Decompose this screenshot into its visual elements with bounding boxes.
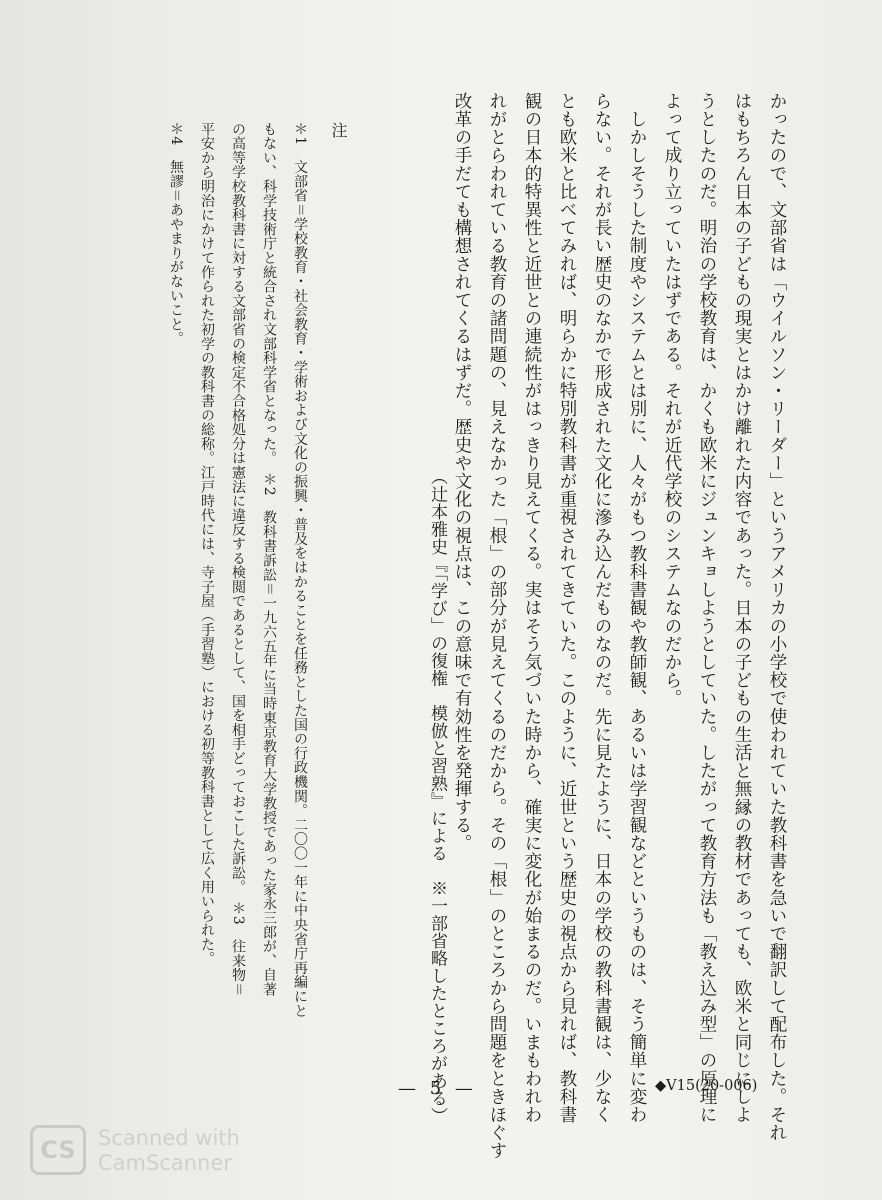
main-text-line: うとしたのだ。明治の学校教育は、かくも欧米にジュンキョしようとしていた。したがって教育方法も「教え込み型」の原理に bbox=[697, 92, 717, 1124]
watermark-line: Scanned with bbox=[98, 1126, 240, 1150]
main-text-line: よって成り立っていたはずである。それが近代学校のシステムなのだから。 bbox=[662, 92, 682, 708]
main-text-line: とも欧米と比べてみれば、明らかに特別教科書が重視されてきていた。このように、近世という歴史の視点から見れば、教科書 bbox=[557, 92, 577, 1124]
footnote-line: ＊4 無謬＝あやまりがないこと。 bbox=[168, 122, 184, 346]
camscanner-logo: CS bbox=[30, 1125, 86, 1175]
main-text-line: れがとらわれている教育の諸問題の、見えなかった「根」の部分が見えてくるのだから。その「根」のところから問題をときほぐす bbox=[487, 92, 507, 1160]
main-text-line: はもちろん日本の子どもの現実とはかけ離れた内容であった。日本の子どもの生活と無縁の教材であっても、欧米と同じにしよ bbox=[732, 92, 752, 1124]
footnote-line: の高等学校教科書に対する文部省の検定不合格処分は憲法に違反する検閲であるとして、国を相手どっておこした訴訟。 ＊3 往来物＝ bbox=[230, 122, 246, 997]
footnotes bbox=[160, 122, 354, 1018]
main-text bbox=[444, 92, 794, 1160]
main-text-line: らない。それが長い歴史のなかで形成された文化に滲み込んだものなのだ。先に見たように、日本の学校の教科書観は、少なく bbox=[592, 92, 612, 1124]
page-number: — 5 — bbox=[398, 1078, 477, 1099]
notes-heading: 注 bbox=[329, 122, 348, 139]
footnote-line: もない、科学技術庁と統合され文部科学省となった。 ＊2 教科書訴訟＝一九六五年に当時東京教育大学教授であった家永三郎が、自著 bbox=[261, 122, 277, 997]
main-text-line: しかしそうした制度やシステムとは別に、人々がもつ教科書観や教師観、あるいは学習観などというものは、そう簡単に変わ bbox=[627, 92, 647, 1124]
footnote-line: 平安から明治にかけて作られた初学の教科書の総称。江戸時代には、寺子屋（手習塾）における初等教科書として広く用いられた。 bbox=[199, 122, 215, 966]
footnote-line: ＊1 文部省＝学校教育・社会教育・学術および文化の振興・普及をはかることを任務とした国の行政機関。二〇〇一年に中央省庁再編にと bbox=[292, 122, 308, 1018]
document-code: ◆V15(20-006) bbox=[655, 1078, 758, 1094]
camscanner-watermark bbox=[98, 1126, 240, 1176]
main-text-line: 観の日本的特異性と近世との連続性がはっきり見えてくる。実はそう気づいた時から、確実に変化が始まるのだ。いまもわれわ bbox=[522, 92, 542, 1124]
source-citation: （辻本雅史『「学び」の復権 模倣と習熟』による ※一部省略したところがある） bbox=[427, 468, 447, 1125]
watermark-line: CamScanner bbox=[98, 1151, 232, 1175]
main-text-line: かったので、文部省は「ウイルソン・リーダー」というアメリカの小学校で使われていた教科書を急いで翻訳して配布した。それ bbox=[767, 92, 787, 1142]
main-text-line: 改革の手だても構想されてくるはずだ。歴史や文化の視点は、この意味で有効性を発揮する。 bbox=[452, 92, 472, 853]
